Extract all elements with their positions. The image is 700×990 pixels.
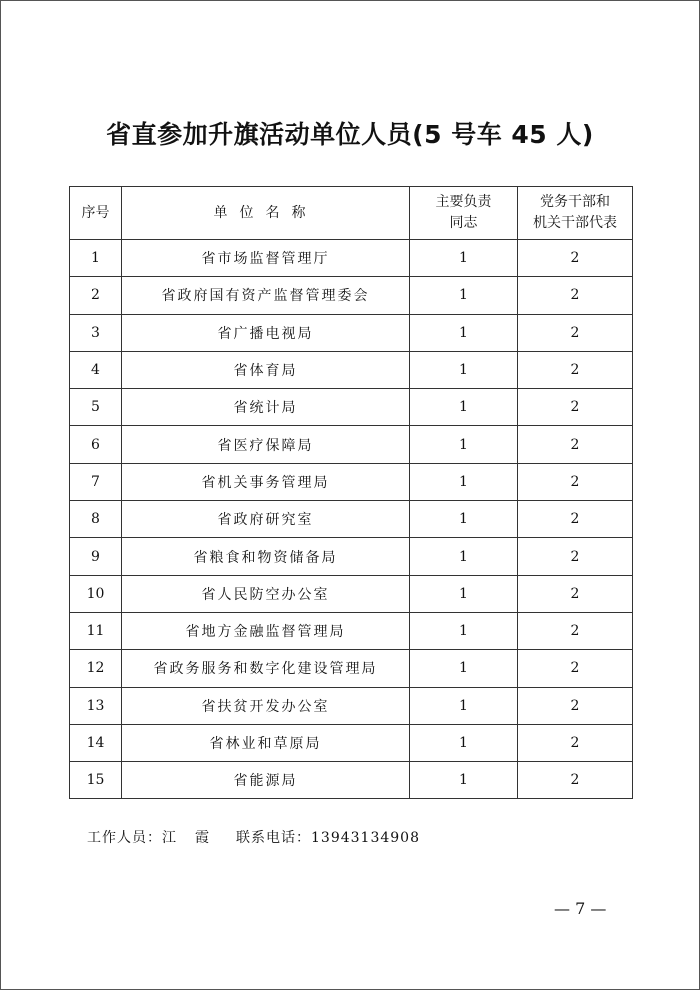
staff-label: 工作人员：: [87, 830, 162, 846]
phone-label: 联系电话：: [236, 830, 311, 846]
row-unit: 省林业和草原局: [122, 724, 410, 761]
row-leader-count: 1: [410, 762, 518, 799]
contact-footer: [87, 827, 420, 847]
row-no: 12: [70, 650, 122, 687]
row-cadre-count: 2: [518, 538, 633, 575]
row-cadre-count: 2: [518, 463, 633, 500]
staff-name-1: 江: [162, 830, 177, 846]
row-cadre-count: 2: [518, 762, 633, 799]
row-no: 6: [70, 426, 122, 463]
table-row: [70, 389, 633, 426]
row-unit: 省医疗保障局: [122, 426, 410, 463]
row-cadre-count: 2: [518, 426, 633, 463]
row-cadre-count: 2: [518, 612, 633, 649]
row-no: 1: [70, 240, 122, 277]
row-unit: 省市场监督管理厅: [122, 240, 410, 277]
row-unit: 省扶贫开发办公室: [122, 687, 410, 724]
table-row: [70, 314, 633, 351]
row-unit: 省地方金融监督管理局: [122, 612, 410, 649]
table-row: [70, 762, 633, 799]
row-leader-count: 1: [410, 650, 518, 687]
row-cadre-count: 2: [518, 687, 633, 724]
row-cadre-count: 2: [518, 575, 633, 612]
header-no: 序号: [70, 187, 122, 240]
table-row: [70, 650, 633, 687]
table-row: [70, 501, 633, 538]
page-title: 省直参加升旗活动单位人员(5 号车 45 人): [106, 120, 594, 149]
row-leader-count: 1: [410, 501, 518, 538]
row-leader-count: 1: [410, 314, 518, 351]
row-cadre-count: 2: [518, 240, 633, 277]
header-leader-line-1: 主要负责: [435, 194, 492, 210]
row-unit: 省能源局: [122, 762, 410, 799]
row-unit: 省政府研究室: [122, 501, 410, 538]
table-row: [70, 351, 633, 388]
roster-table: [69, 186, 633, 799]
row-unit: 省人民防空办公室: [122, 575, 410, 612]
table-header-row: [70, 187, 633, 240]
header-unit: 单位名称: [122, 187, 410, 240]
phone-number: 13943134908: [311, 830, 420, 846]
row-cadre-count: 2: [518, 389, 633, 426]
table-row: [70, 240, 633, 277]
row-leader-count: 1: [410, 575, 518, 612]
table-row: [70, 724, 633, 761]
row-no: 10: [70, 575, 122, 612]
header-cadre-line-2: 机关干部代表: [533, 215, 617, 231]
row-no: 3: [70, 314, 122, 351]
row-unit: 省机关事务管理局: [122, 463, 410, 500]
row-leader-count: 1: [410, 463, 518, 500]
row-no: 14: [70, 724, 122, 761]
table-row: [70, 612, 633, 649]
row-no: 15: [70, 762, 122, 799]
row-no: 4: [70, 351, 122, 388]
row-unit: 省体育局: [122, 351, 410, 388]
row-leader-count: 1: [410, 426, 518, 463]
row-leader-count: 1: [410, 724, 518, 761]
row-unit: 省粮食和物资储备局: [122, 538, 410, 575]
row-cadre-count: 2: [518, 277, 633, 314]
row-no: 9: [70, 538, 122, 575]
row-leader-count: 1: [410, 277, 518, 314]
row-no: 13: [70, 687, 122, 724]
row-no: 2: [70, 277, 122, 314]
table-row: [70, 426, 633, 463]
row-leader-count: 1: [410, 240, 518, 277]
row-cadre-count: 2: [518, 314, 633, 351]
staff-name-2: 霞: [195, 830, 210, 846]
table-row: [70, 575, 633, 612]
table-row: [70, 687, 633, 724]
row-unit: 省政府国有资产监督管理委会: [122, 277, 410, 314]
row-leader-count: 1: [410, 687, 518, 724]
row-unit: 省统计局: [122, 389, 410, 426]
header-cadre-line-1: 党务干部和: [540, 194, 610, 210]
header-leader-line-2: 同志: [449, 215, 478, 231]
row-cadre-count: 2: [518, 501, 633, 538]
header-cadre: [518, 187, 633, 240]
row-unit: 省广播电视局: [122, 314, 410, 351]
header-leader: [410, 187, 518, 240]
row-no: 7: [70, 463, 122, 500]
table-body: [70, 240, 633, 799]
row-no: 8: [70, 501, 122, 538]
row-cadre-count: 2: [518, 724, 633, 761]
row-leader-count: 1: [410, 389, 518, 426]
row-leader-count: 1: [410, 612, 518, 649]
row-cadre-count: 2: [518, 650, 633, 687]
row-cadre-count: 2: [518, 351, 633, 388]
table-row: [70, 463, 633, 500]
page-number: — 7 —: [554, 899, 607, 918]
row-unit: 省政务服务和数字化建设管理局: [122, 650, 410, 687]
row-leader-count: 1: [410, 538, 518, 575]
row-no: 11: [70, 612, 122, 649]
table-row: [70, 538, 633, 575]
row-leader-count: 1: [410, 351, 518, 388]
row-no: 5: [70, 389, 122, 426]
table-row: [70, 277, 633, 314]
